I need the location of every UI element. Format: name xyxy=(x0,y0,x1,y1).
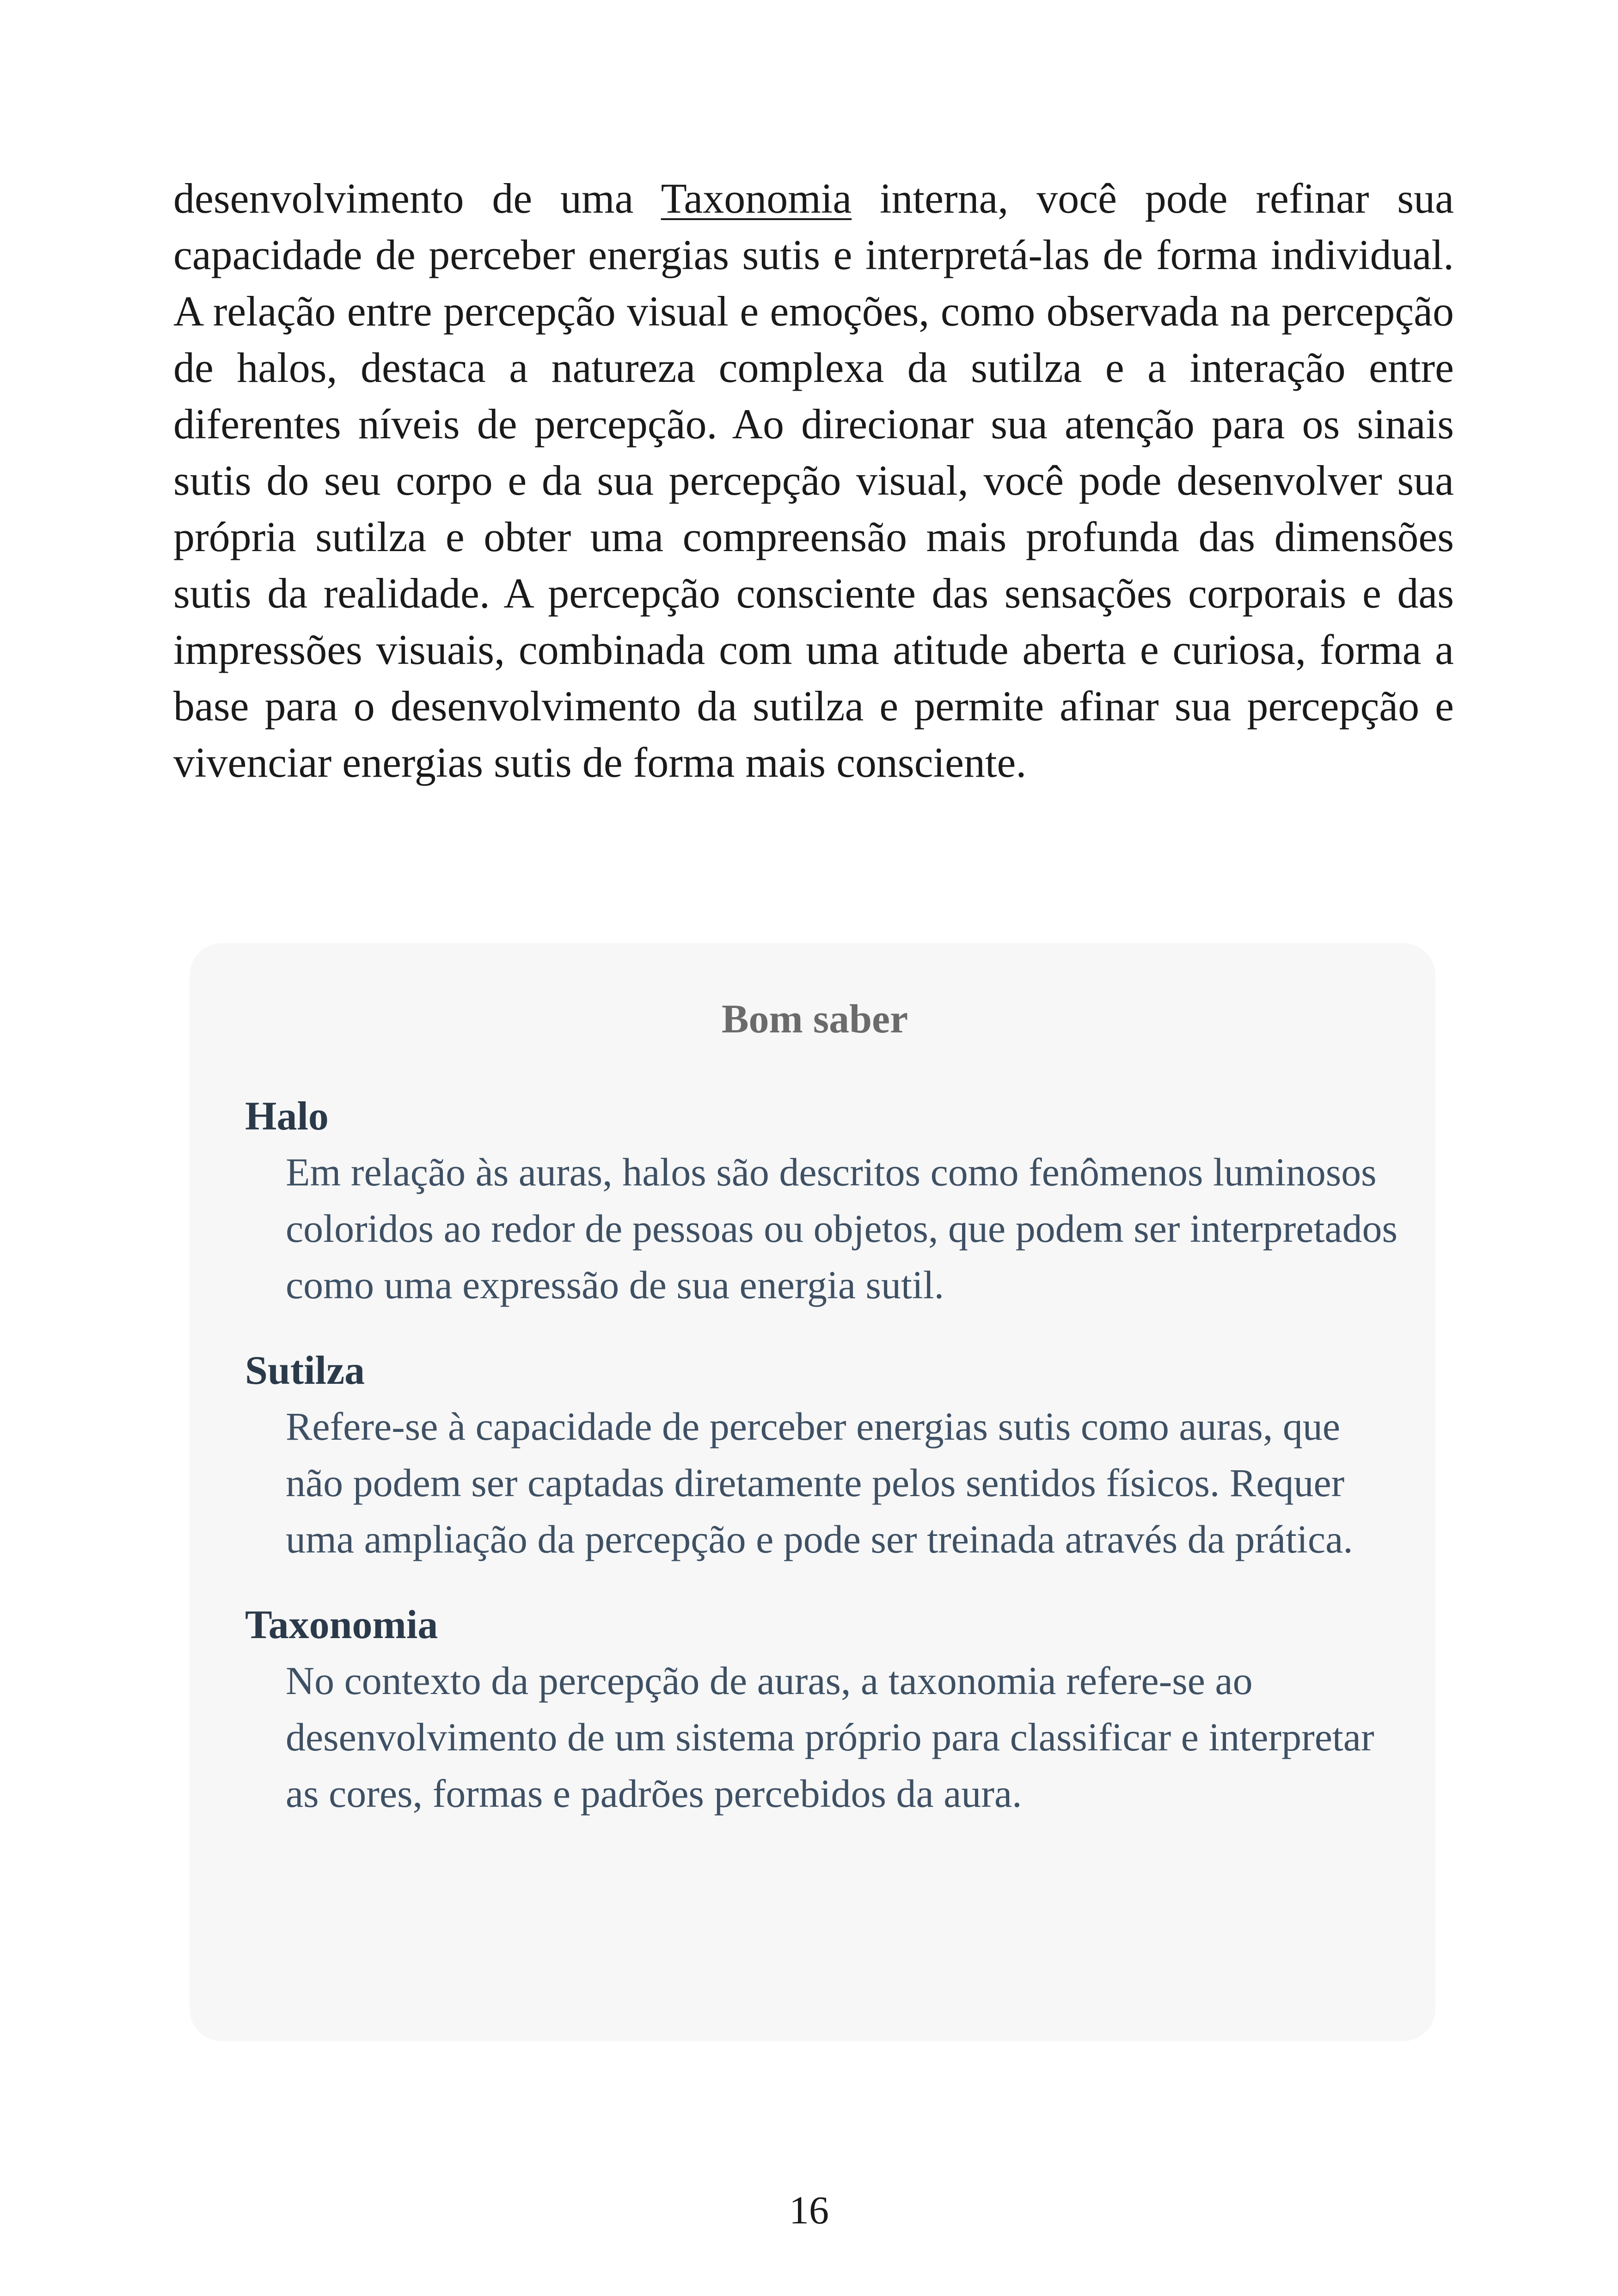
glossary-term: Sutilza xyxy=(245,1348,365,1393)
info-box-title: Bom saber xyxy=(721,997,908,1042)
glossary-definition: Refere-se à capacidade de perceber energias sutis como auras, que não podem ser captadas diretamente pelos sentidos físicos. Requer uma ampliação da percepção e pode ser treinada através da prática. xyxy=(286,1404,1353,1561)
glossary-definition: No contexto da percepção de auras, a taxonomia refere-se ao desenvolvimento de um sistema próprio para classificar e interpretar as cores, formas e padrões percebidos da aura. xyxy=(286,1658,1374,1816)
page-number: 16 xyxy=(789,2188,829,2232)
paragraph-text-before-link: desenvolvimento de uma xyxy=(173,175,661,222)
glossary-entry-sutilza xyxy=(245,1345,1385,1567)
glossary-definition: Em relação às auras, halos são descritos como fenômenos luminosos coloridos ao redor de pessoas ou objetos, que podem ser interpretados como uma expressão de sua energia sutil. xyxy=(286,1150,1397,1307)
taxonomia-glossary-link[interactable]: Taxonomia xyxy=(661,175,852,222)
glossary-term: Taxonomia xyxy=(245,1602,438,1647)
body-paragraph xyxy=(173,170,1454,791)
glossary-entry-taxonomia xyxy=(245,1600,1385,1822)
glossary-entry-halo xyxy=(245,1091,1397,1313)
glossary-term: Halo xyxy=(245,1094,329,1139)
good-to-know-box xyxy=(190,943,1435,2041)
paragraph-text-after-link: interna, você pode refinar sua capacidade de perceber energias sutis e interpretá-las de forma individual. A relação entre percepção visual e emoções, como observada na percepção de halos, destaca a natureza complexa da sutilza e a interação entre diferentes níveis de percepção. Ao direcionar sua atenção para os sinais sutis do seu corpo e da sua percepção visual, você pode desenvolver sua própria sutilza e obter uma compreensão mais profunda das dimensões sutis da realidade. A percepção consciente das sensações corporais e das impressões visuais, combinada com uma atitude aberta e curiosa, forma a base para o desenvolvimento da sutilza e permite afinar sua percepção e vivenciar energias sutis de forma mais consciente. xyxy=(173,175,1454,786)
